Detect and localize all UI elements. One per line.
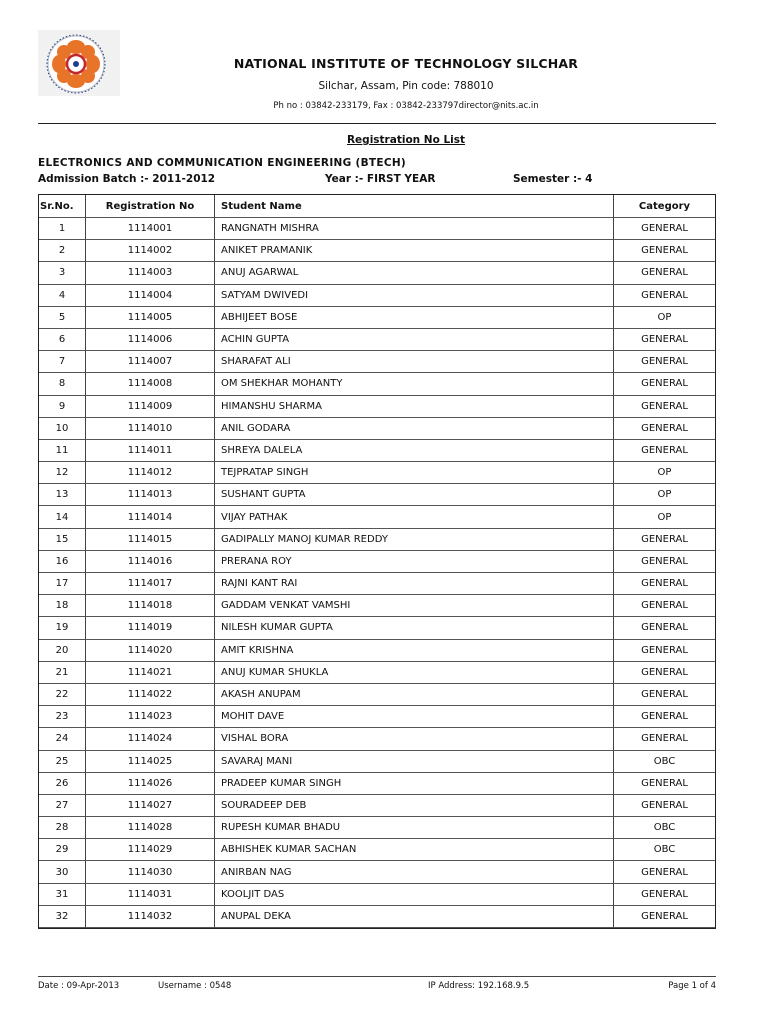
column-header-sr-no: Sr.No. [39, 195, 86, 218]
cell-sr-no: 13 [39, 484, 86, 506]
cell-student-name: VISHAL BORA [215, 728, 614, 750]
cell-registration-no: 1114017 [86, 573, 215, 595]
document-title: Registration No List [346, 134, 466, 146]
table-row [39, 462, 715, 484]
table-row [39, 262, 715, 284]
cell-sr-no: 26 [39, 773, 86, 795]
cell-student-name: MOHIT DAVE [215, 706, 614, 728]
cell-registration-no: 1114008 [86, 373, 215, 395]
table-row [39, 307, 715, 329]
cell-student-name: SUSHANT GUPTA [215, 484, 614, 506]
cell-student-name: AKASH ANUPAM [215, 684, 614, 706]
cell-sr-no: 31 [39, 884, 86, 906]
cell-category: OP [614, 307, 715, 329]
cell-registration-no: 1114026 [86, 773, 215, 795]
cell-student-name: RANGNATH MISHRA [215, 218, 614, 240]
cell-sr-no: 7 [39, 351, 86, 373]
cell-registration-no: 1114001 [86, 218, 215, 240]
cell-sr-no: 23 [39, 706, 86, 728]
column-header-student-name: Student Name [215, 195, 614, 218]
table-row [39, 861, 715, 883]
table-row [39, 617, 715, 639]
cell-category: GENERAL [614, 329, 715, 351]
cell-category: GENERAL [614, 351, 715, 373]
cell-sr-no: 32 [39, 906, 86, 928]
cell-student-name: ANUJ AGARWAL [215, 262, 614, 284]
cell-student-name: ANIRBAN NAG [215, 861, 614, 883]
column-header-category: Category [614, 195, 715, 218]
cell-category: GENERAL [614, 662, 715, 684]
academic-year: Year :- FIRST YEAR [325, 173, 436, 185]
table-row [39, 240, 715, 262]
cell-registration-no: 1114007 [86, 351, 215, 373]
cell-student-name: GADIPALLY MANOJ KUMAR REDDY [215, 529, 614, 551]
table-row [39, 751, 715, 773]
cell-sr-no: 6 [39, 329, 86, 351]
cell-registration-no: 1114003 [86, 262, 215, 284]
cell-category: GENERAL [614, 884, 715, 906]
cell-sr-no: 3 [39, 262, 86, 284]
cell-student-name: RAJNI KANT RAI [215, 573, 614, 595]
cell-student-name: ANIL GODARA [215, 418, 614, 440]
table-row [39, 529, 715, 551]
cell-category: GENERAL [614, 373, 715, 395]
cell-category: GENERAL [614, 262, 715, 284]
table-row [39, 906, 715, 928]
institute-name: NATIONAL INSTITUTE OF TECHNOLOGY SILCHAR [233, 56, 579, 71]
cell-student-name: SHARAFAT ALI [215, 351, 614, 373]
cell-registration-no: 1114018 [86, 595, 215, 617]
header-divider [38, 123, 716, 124]
cell-student-name: SATYAM DWIVEDI [215, 285, 614, 307]
table-row [39, 396, 715, 418]
cell-sr-no: 17 [39, 573, 86, 595]
cell-category: GENERAL [614, 706, 715, 728]
footer-divider [38, 976, 716, 977]
table-row [39, 351, 715, 373]
table-row [39, 684, 715, 706]
cell-sr-no: 20 [39, 640, 86, 662]
cell-registration-no: 1114014 [86, 506, 215, 528]
cell-category: GENERAL [614, 795, 715, 817]
cell-sr-no: 16 [39, 551, 86, 573]
table-row [39, 506, 715, 528]
table-row [39, 640, 715, 662]
cell-category: GENERAL [614, 595, 715, 617]
table-row [39, 884, 715, 906]
cell-sr-no: 14 [39, 506, 86, 528]
cell-registration-no: 1114005 [86, 307, 215, 329]
cell-sr-no: 10 [39, 418, 86, 440]
cell-category: GENERAL [614, 240, 715, 262]
cell-student-name: ABHIJEET BOSE [215, 307, 614, 329]
cell-registration-no: 1114025 [86, 751, 215, 773]
cell-category: GENERAL [614, 906, 715, 928]
cell-sr-no: 19 [39, 617, 86, 639]
cell-registration-no: 1114002 [86, 240, 215, 262]
department-name: ELECTRONICS AND COMMUNICATION ENGINEERING (BTECH) [38, 157, 407, 169]
table-row [39, 817, 715, 839]
table-row [39, 440, 715, 462]
registration-table [38, 194, 716, 929]
footer-date: Date : 09-Apr-2013 [38, 981, 120, 991]
cell-student-name: SHREYA DALELA [215, 440, 614, 462]
cell-student-name: ACHIN GUPTA [215, 329, 614, 351]
semester: Semester :- 4 [513, 173, 593, 185]
cell-sr-no: 18 [39, 595, 86, 617]
cell-category: OP [614, 506, 715, 528]
table-header-row [39, 195, 715, 218]
cell-sr-no: 5 [39, 307, 86, 329]
cell-registration-no: 1114010 [86, 418, 215, 440]
cell-registration-no: 1114020 [86, 640, 215, 662]
cell-sr-no: 4 [39, 285, 86, 307]
cell-category: GENERAL [614, 617, 715, 639]
table-row [39, 706, 715, 728]
footer-page-number: Page 1 of 4 [668, 981, 716, 991]
cell-registration-no: 1114021 [86, 662, 215, 684]
cell-category: GENERAL [614, 396, 715, 418]
cell-category: GENERAL [614, 861, 715, 883]
table-row [39, 484, 715, 506]
table-body [39, 218, 715, 928]
cell-sr-no: 1 [39, 218, 86, 240]
cell-registration-no: 1114027 [86, 795, 215, 817]
table-row [39, 551, 715, 573]
institute-address: Silchar, Assam, Pin code: 788010 [318, 80, 494, 92]
cell-registration-no: 1114004 [86, 285, 215, 307]
cell-registration-no: 1114024 [86, 728, 215, 750]
table-row [39, 728, 715, 750]
cell-category: GENERAL [614, 573, 715, 595]
cell-sr-no: 21 [39, 662, 86, 684]
institute-contact: Ph no : 03842-233179, Fax : 03842-233797director@nits.ac.in [273, 101, 539, 111]
cell-category: GENERAL [614, 285, 715, 307]
cell-registration-no: 1114028 [86, 817, 215, 839]
cell-category: GENERAL [614, 728, 715, 750]
table-row [39, 595, 715, 617]
cell-student-name: ANUPAL DEKA [215, 906, 614, 928]
cell-registration-no: 1114011 [86, 440, 215, 462]
cell-sr-no: 22 [39, 684, 86, 706]
cell-registration-no: 1114023 [86, 706, 215, 728]
cell-student-name: PRADEEP KUMAR SINGH [215, 773, 614, 795]
cell-sr-no: 8 [39, 373, 86, 395]
cell-sr-no: 25 [39, 751, 86, 773]
cell-category: GENERAL [614, 529, 715, 551]
cell-student-name: RUPESH KUMAR BHADU [215, 817, 614, 839]
cell-student-name: VIJAY PATHAK [215, 506, 614, 528]
cell-registration-no: 1114016 [86, 551, 215, 573]
table-row [39, 662, 715, 684]
cell-registration-no: 1114009 [86, 396, 215, 418]
cell-registration-no: 1114006 [86, 329, 215, 351]
footer-ip-address: IP Address: 192.168.9.5 [428, 981, 530, 991]
cell-category: GENERAL [614, 773, 715, 795]
cell-sr-no: 28 [39, 817, 86, 839]
cell-category: OBC [614, 817, 715, 839]
cell-registration-no: 1114019 [86, 617, 215, 639]
cell-student-name: GADDAM VENKAT VAMSHI [215, 595, 614, 617]
table-row [39, 418, 715, 440]
cell-category: GENERAL [614, 440, 715, 462]
cell-student-name: KOOLJIT DAS [215, 884, 614, 906]
cell-registration-no: 1114031 [86, 884, 215, 906]
cell-student-name: ANUJ KUMAR SHUKLA [215, 662, 614, 684]
table-row [39, 329, 715, 351]
cell-student-name: SAVARAJ MANI [215, 751, 614, 773]
table-row [39, 285, 715, 307]
cell-registration-no: 1114029 [86, 839, 215, 861]
cell-registration-no: 1114015 [86, 529, 215, 551]
cell-registration-no: 1114030 [86, 861, 215, 883]
cell-category: OBC [614, 751, 715, 773]
table-row [39, 773, 715, 795]
cell-student-name: ABHISHEK KUMAR SACHAN [215, 839, 614, 861]
cell-category: GENERAL [614, 418, 715, 440]
cell-sr-no: 15 [39, 529, 86, 551]
cell-sr-no: 29 [39, 839, 86, 861]
cell-category: GENERAL [614, 551, 715, 573]
table-row [39, 839, 715, 861]
cell-sr-no: 9 [39, 396, 86, 418]
cell-sr-no: 24 [39, 728, 86, 750]
table-row [39, 795, 715, 817]
cell-student-name: NILESH KUMAR GUPTA [215, 617, 614, 639]
cell-registration-no: 1114032 [86, 906, 215, 928]
cell-category: GENERAL [614, 640, 715, 662]
column-header-registration-no: Registration No [86, 195, 215, 218]
cell-category: OP [614, 462, 715, 484]
cell-registration-no: 1114012 [86, 462, 215, 484]
cell-student-name: HIMANSHU SHARMA [215, 396, 614, 418]
cell-sr-no: 27 [39, 795, 86, 817]
cell-category: OBC [614, 839, 715, 861]
cell-sr-no: 30 [39, 861, 86, 883]
table-row [39, 373, 715, 395]
cell-student-name: SOURADEEP DEB [215, 795, 614, 817]
cell-sr-no: 11 [39, 440, 86, 462]
cell-student-name: OM SHEKHAR MOHANTY [215, 373, 614, 395]
cell-student-name: TEJPRATAP SINGH [215, 462, 614, 484]
cell-sr-no: 2 [39, 240, 86, 262]
cell-category: OP [614, 484, 715, 506]
table-row [39, 573, 715, 595]
cell-student-name: AMIT KRISHNA [215, 640, 614, 662]
cell-sr-no: 12 [39, 462, 86, 484]
table-row [39, 218, 715, 240]
cell-category: GENERAL [614, 218, 715, 240]
footer-username: Username : 0548 [158, 981, 232, 991]
admission-batch: Admission Batch :- 2011-2012 [38, 173, 216, 185]
cell-student-name: PRERANA ROY [215, 551, 614, 573]
cell-student-name: ANIKET PRAMANIK [215, 240, 614, 262]
cell-registration-no: 1114013 [86, 484, 215, 506]
cell-category: GENERAL [614, 684, 715, 706]
cell-registration-no: 1114022 [86, 684, 215, 706]
